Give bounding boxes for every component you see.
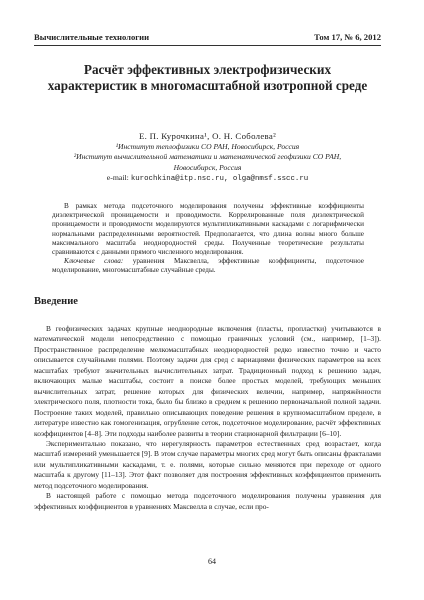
email-line — [34, 173, 381, 183]
keywords — [52, 257, 364, 275]
header-rule — [34, 45, 381, 46]
email-addresses: kurochkina@itp.nsc.ru, olga@nmsf.sscc.ru — [130, 175, 309, 183]
keywords-label: Ключевые слова: — [64, 257, 124, 266]
affiliation-2: ²Институт вычислительной математики и математической геофизики СО РАН, — [73, 152, 342, 161]
volume-info: Том 17, № 6, 2012 — [314, 32, 381, 42]
abstract — [52, 202, 364, 276]
journal-name: Вычислительные технологии — [34, 32, 150, 42]
affiliation-1: ¹Институт теплофизики СО РАН, Новосибирск, Россия — [115, 142, 300, 151]
title-line-1: Расчёт эффективных электрофизических — [83, 62, 332, 77]
paper-title — [34, 62, 381, 94]
affiliation-2-city: Новосибирск, Россия — [173, 163, 242, 172]
page-number: 64 — [208, 557, 216, 566]
body-text — [34, 324, 381, 512]
paragraph-3: В настоящей работе с помощью метода подсеточного моделирования получены уравнения для эффективных коэффициентов в уравнениях Максвелла в случае, если про- — [34, 491, 381, 511]
keywords-text: уравнения Максвелла, эффективные коэффициенты, подсеточное моделирование, многомасштабные случайные среды. — [52, 257, 364, 275]
running-header — [34, 32, 381, 46]
email-label: e-mail: — [106, 173, 129, 182]
title-line-2: характеристик в многомасштабной изотропной среде — [47, 78, 368, 93]
paragraph-2: Экспериментально показано, что нерегулярность параметров естественных сред возрастает, когда масштаб измерений уменьшается [9]. В этом случае параметры многих сред могут быть описаны фракталами или мультипликативными каскадами, т. е. полями, которые сильно меняются при переходе от одного масштаба к другому [11–13]. Этот факт позволяет для построения эффективных коэффициентов применить метод подсеточного моделирования. — [34, 438, 381, 490]
authors: Е. П. Курочкина¹, О. Н. Соболева² — [138, 131, 277, 141]
paragraph-1: В геофизических задачах крупные неоднородные включения (пласты, пропластки) учитываются в математической модели непосредственно с помощью граничных условий (см., например, [1–3]). Пространственное распределение мелкомасштабных неоднородностей редко известно точно и часто описывается случайными полями. Поэтому задачи для сред с вариациями физических параметров на всех масштабах требуют значительных вычислительных затрат. Традиционный подход к решению задач, включающих малые масштабы, состоит в поиске более простых моделей, требующих меньших вычислительных затрат, решение которых для физических величин, например, напряжённости электрического поля, плотности тока, было бы близко в среднем к решению первоначальной полной задачи. Построение таких моделей, правильно описывающих поведение решения в крупномасштабном пределе, в литературе известно как гомогенизация, огрубление сеток, подсеточное моделирование, расчёт эффективных коэффициентов [4–8]. Эти подходы наиболее развиты в теории стационарной фильтрации [6–10]. — [34, 324, 381, 438]
section-heading: Введение — [34, 296, 78, 307]
abstract-text: В рамках метода подсеточного моделирования получены эффективные коэффициенты диэлектрической проницаемости и проводимости. Коррелированные поля диэлектрической проницаемости и проводимости моделируются мультипликативными каскадами с логарифмически нормальными распределенными вероятностей. Предполагается, что длина волны много больше максимального масштаба неоднородностей среды. Полученные теоретические результаты сравниваются с данными прямого численного моделирования. — [52, 202, 364, 257]
